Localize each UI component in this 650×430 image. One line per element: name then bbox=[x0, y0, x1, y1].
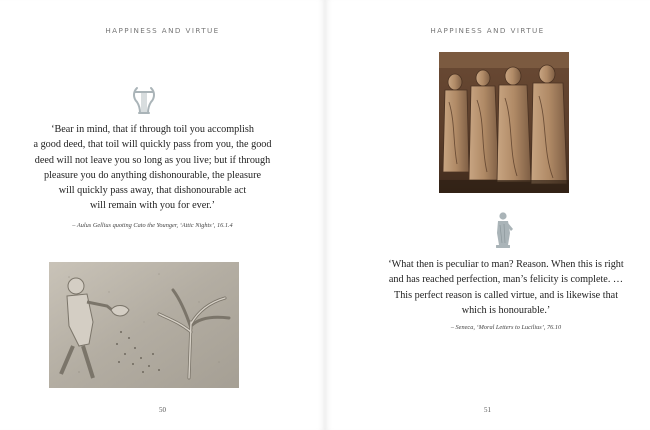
quote-cato bbox=[20, 122, 285, 214]
quote-seneca bbox=[377, 257, 635, 318]
attribution-right: – Seneca, ‘Moral Letters to Lucilius’, 76.10 bbox=[450, 324, 562, 331]
quote-line: will remain with you for ever.’ bbox=[89, 200, 216, 212]
lyre-icon bbox=[131, 86, 157, 116]
right-page bbox=[325, 0, 650, 430]
page-number-right: 51 bbox=[484, 406, 491, 414]
quote-line: ‘Bear in mind, that if through toil you accomplish bbox=[51, 124, 254, 135]
running-head-right: HAPPINESS AND VIRTUE bbox=[430, 26, 545, 35]
quote-line: deed will not leave you so long as you live; but if through bbox=[34, 154, 271, 166]
quote-line: This perfect reason is called virtue, and is likewise that bbox=[393, 289, 619, 301]
page-number-left: 50 bbox=[159, 406, 166, 414]
quote-line: ‘What then is peculiar to man? Reason. When this is right bbox=[388, 259, 624, 270]
running-head-left: HAPPINESS AND VIRTUE bbox=[105, 26, 220, 35]
roman-figures-relief-image bbox=[439, 52, 569, 193]
attribution-left: – Aulus Gellius quoting Cato the Younger, ‘Attic Nights’, 16.1.4 bbox=[72, 222, 233, 229]
quote-line: which is honourable.’ bbox=[461, 304, 551, 316]
quote-line: and has reached perfection, man’s felicity is complete. … bbox=[388, 274, 624, 286]
quote-line: a good deed, that toil will quickly pass from you, the good bbox=[33, 139, 272, 151]
philosopher-statue-icon bbox=[493, 211, 515, 249]
quote-line: pleasure you do anything dishonourable, the pleasure bbox=[44, 169, 261, 181]
sower-relief-image bbox=[49, 262, 239, 388]
quote-line: will quickly pass away, that dishonourable act bbox=[58, 185, 247, 197]
